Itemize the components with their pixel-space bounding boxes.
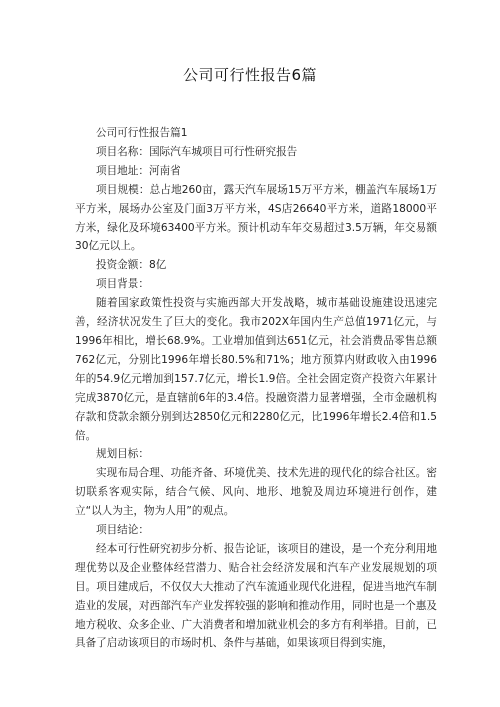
planning-paragraph: 实现布局合理、功能齐备、环境优美、技术先进的现代化的综合社区。密切联系客观实际，结合气候、风向、地形、地貌及周边环境进行创作，建立“以人为主，物为人用”的观点。 <box>75 467 437 518</box>
background-paragraph: 随着国家政策性投资与实施西部大开发战略，城市基础设施建设迅速完善，经济状况发生了巨大的变化。我市202X年国内生产总值1971亿元，与1996年相比，增长68.9%。工业增加值到达651亿元，社会消费品零售总额762亿元，分别比1996年增长80.5%和71%；地方预算内财政收入由1996年的54.9亿元增加到157.7亿元，增长1.9倍。全社会固定资产投资六年累计完成3870亿元，是直辖前6年的3.4倍。投融资潜力显著增强，全市金融机构存款和贷款余额分别到达2850亿元和2280亿元，比1996年增长2.4倍和1.5倍。 <box>75 297 437 442</box>
conclusion-paragraph: 经本可行性研究初步分析、报告论证，该项目的建设，是一个充分利用地理优势以及企业整体经营潜力、贴合社会经济发展和汽车产业发展规划的项目。项目建成后，不仅仅大大推动了汽车流通业现代化进程，促进当地汽车制造业的发展，对西部汽车产业发挥较强的影响和推动作用，同时也是一个惠及地方税收、众多企业、广大消费者和增加就业机会的多方有利举措。目前，已具备了启动该项目的市场时机、条件与基础，如果该项目得到实施， <box>75 542 437 650</box>
background-heading: 项目背景： <box>96 278 149 291</box>
conclusion-heading: 项目结论： <box>96 524 149 537</box>
page-title: 公司可行性报告6篇 <box>182 66 318 84</box>
document-body <box>75 124 437 653</box>
planning-heading: 规划目标： <box>96 448 149 461</box>
investment-amount: 投资金额：8亿 <box>96 259 167 272</box>
section-heading: 公司可行性报告篇1 <box>96 127 188 139</box>
project-scale: 项目规模：总占地260亩，露天汽车展场15万平方米，棚盖汽车展场1万平方米，展场办公室及门面3万平方米，4S店26640平方米，道路18000平方米，绿化及环境63400平方米。预计机动车年交易超过3.5万辆，年交易额30亿元以上。 <box>75 183 437 253</box>
project-name: 项目名称：国际汽车城项目可行性研究报告 <box>96 145 298 158</box>
project-address: 项目地址：河南省 <box>96 164 181 177</box>
